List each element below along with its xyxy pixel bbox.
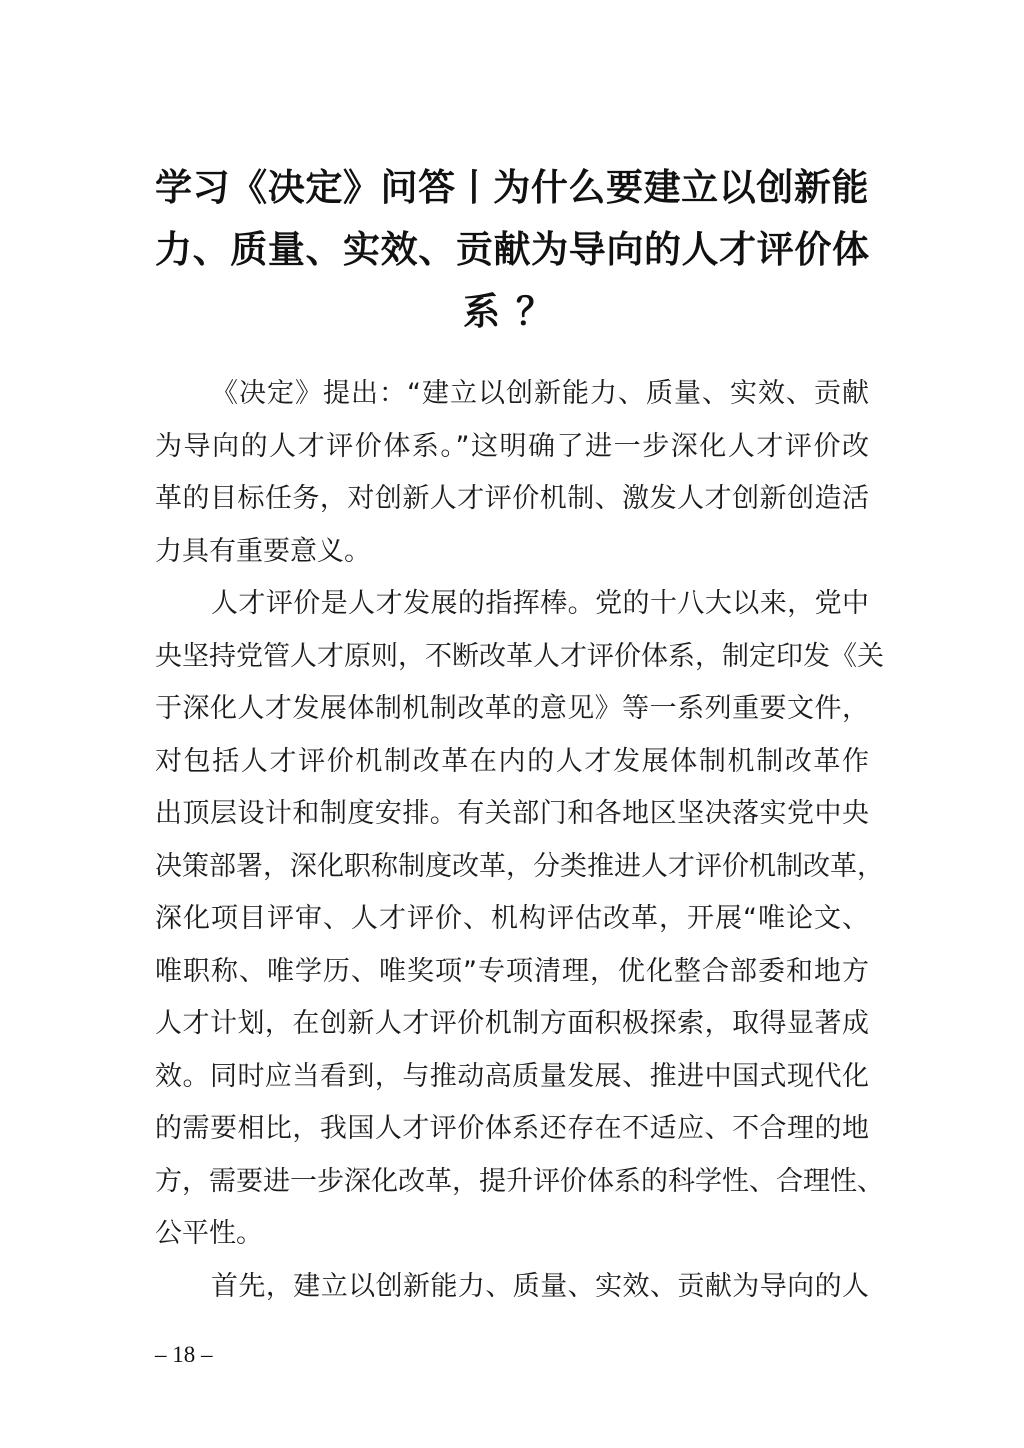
paragraph-line: 于深化人才发展体制机制改革的意见》等一系列重要文件， <box>155 693 869 724</box>
title-line-3: 系？ <box>463 289 569 333</box>
paragraph-line: 公平性。 <box>155 1218 263 1249</box>
paragraph-3 <box>155 1261 869 1314</box>
title-line-2: 力、质量、实效、贡献为导向的人才评价体 <box>155 227 869 271</box>
paragraph-line: 力具有重要意义。 <box>155 535 371 567</box>
paragraph-line: 的需要相比，我国人才评价体系还存在不适应、不合理的地 <box>155 1113 869 1144</box>
paragraph-line: 央坚持党管人才原则，不断改革人才评价体系，制定印发《关 <box>155 640 884 672</box>
paragraph-line: 人才计划，在创新人才评价机制方面积极探索，取得显著成 <box>155 1008 869 1039</box>
paragraph-line: 决策部署，深化职称制度改革，分类推进人才评价机制改革， <box>155 850 884 882</box>
title-line-1: 学习《决定》问答丨为什么要建立以创新能 <box>155 165 869 209</box>
paragraph-line: 革的目标任务，对创新人才评价机制、激发人才创新创造活 <box>155 483 869 514</box>
paragraph-line: 唯职称、唯学历、唯奖项”专项清理，优化整合部委和地方 <box>155 955 869 987</box>
paragraph-1 <box>155 368 869 578</box>
page-number: – 18 – <box>155 1342 213 1367</box>
paragraph-line: 首先，建立以创新能力、质量、实效、贡献为导向的人 <box>211 1270 869 1302</box>
document-body <box>155 368 884 1313</box>
paragraph-line: 深化项目评审、人才评价、机构评估改革，开展“唯论文、 <box>155 903 869 934</box>
paragraph-line: 对包括人才评价机制改革在内的人才发展体制机制改革作 <box>155 745 869 777</box>
paragraph-line: 为导向的人才评价体系。”这明确了进一步深化人才评价改 <box>155 430 869 462</box>
document-title <box>155 156 869 342</box>
paragraph-line: 人才评价是人才发展的指挥棒。党的十八大以来，党中 <box>211 588 869 619</box>
paragraph-line: 效。同时应当看到，与推动高质量发展、推进中国式现代化 <box>155 1060 869 1092</box>
paragraph-line: 方，需要进一步深化改革，提升评价体系的科学性、合理性、 <box>155 1165 884 1197</box>
paragraph-line: 《决定》提出：“建立以创新能力、质量、实效、贡献 <box>211 378 869 409</box>
paragraph-line: 出顶层设计和制度安排。有关部门和各地区坚决落实党中央 <box>155 798 869 829</box>
paragraph-2 <box>155 578 884 1261</box>
